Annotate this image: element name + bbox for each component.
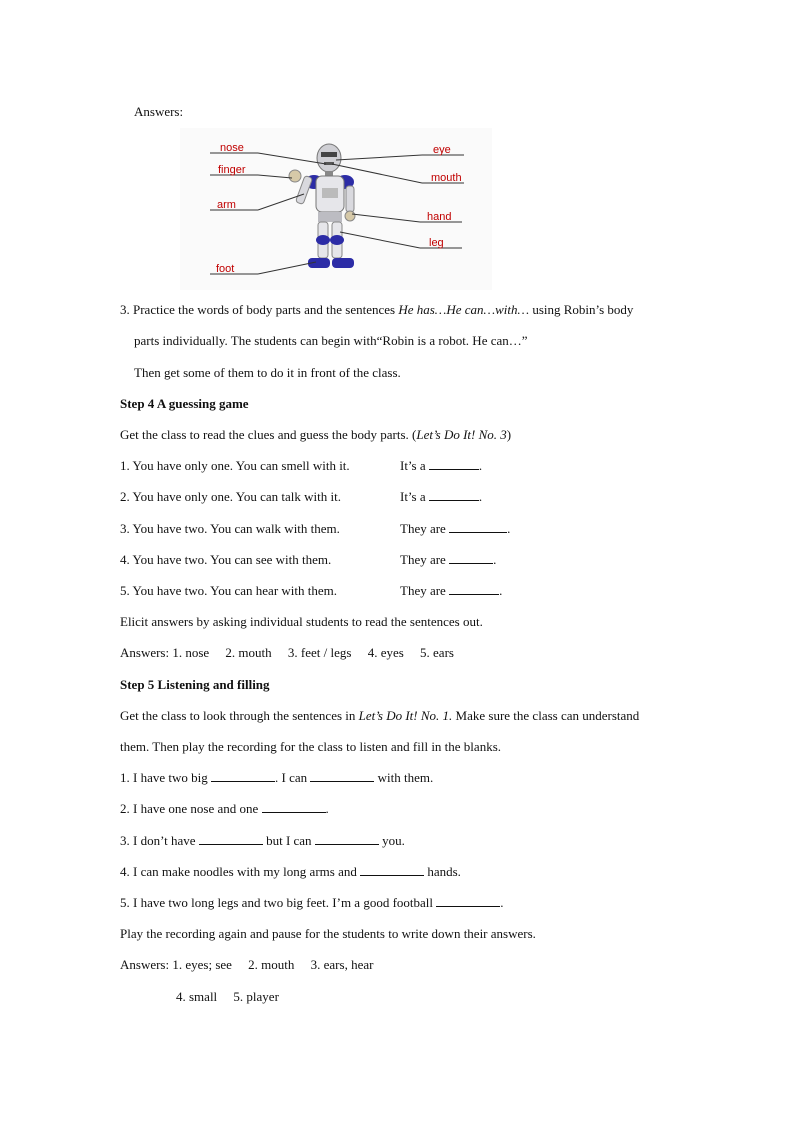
- clue-3-answer: They are .: [400, 521, 511, 536]
- step5-intro: Get the class to look through the sentences in Let’s Do It! No. 1. Make sure the class can understand: [120, 708, 640, 723]
- step5-play-again: Play the recording again and pause for the students to write down their answers.: [120, 926, 536, 941]
- step5-heading: Step 5 Listening and filling: [120, 677, 270, 692]
- clue-3: 3. You have two. You can walk with them.: [120, 521, 340, 536]
- answer-blank: [449, 521, 507, 533]
- clue-4-answer: They are .: [400, 552, 497, 567]
- answer-blank: [315, 833, 379, 845]
- clue-5-answer: They are .: [400, 583, 503, 598]
- fill-sentence-2: 2. I have one nose and one .: [120, 801, 329, 816]
- label-eye: eye: [433, 144, 451, 156]
- step4-elicit: Elicit answers by asking individual students to read the sentences out.: [120, 614, 483, 629]
- step5-answers-2: 4. small 5. player: [176, 989, 279, 1004]
- clue-4: 4. You have two. You can see with them.: [120, 552, 332, 567]
- label-finger: finger: [218, 164, 246, 176]
- robot-body-parts-figure: [180, 128, 492, 290]
- clue-5: 5. You have two. You can hear with them.: [120, 583, 338, 598]
- answer-blank: [429, 489, 479, 501]
- practice-line-3: Then get some of them to do it in front of the class.: [134, 365, 401, 380]
- answer-blank: [360, 864, 424, 876]
- answer-blank: [449, 552, 493, 564]
- label-leg: leg: [429, 237, 444, 249]
- fill-sentence-3: 3. I don’t have but I can you.: [120, 833, 405, 848]
- answer-blank: [262, 801, 326, 813]
- step4-heading: Step 4 A guessing game: [120, 396, 249, 411]
- step4-intro: Get the class to read the clues and guess the body parts. (Let’s Do It! No. 3): [120, 427, 512, 442]
- label-foot: foot: [216, 263, 235, 275]
- practice-line-2: parts individually. The students can begin with“Robin is a robot. He can…”: [134, 333, 528, 348]
- answer-blank: [199, 833, 263, 845]
- answer-blank: [211, 770, 275, 782]
- fill-sentence-4: 4. I can make noodles with my long arms and hands.: [120, 864, 461, 879]
- label-arm: arm: [217, 199, 236, 211]
- clue-1-answer: It’s a .: [400, 458, 483, 473]
- label-hand: hand: [427, 211, 452, 223]
- answer-blank: [449, 583, 499, 595]
- answer-blank: [310, 770, 374, 782]
- step5-answers-1: Answers: 1. eyes; see 2. mouth 3. ears, hear: [120, 957, 374, 972]
- clue-1: 1. You have only one. You can smell with it.: [120, 458, 350, 473]
- fill-sentence-1: 1. I have two big . I can with them.: [120, 770, 434, 785]
- clue-2-answer: It’s a .: [400, 489, 483, 504]
- fill-sentence-5: 5. I have two long legs and two big feet. I’m a good football .: [120, 895, 504, 910]
- practice-line-1: 3. Practice the words of body parts and the sentences He has…He can…with… using Robin’s body: [120, 302, 634, 317]
- label-nose: nose: [220, 142, 244, 154]
- clue-2: 2. You have only one. You can talk with it.: [120, 489, 341, 504]
- answer-blank: [429, 458, 479, 470]
- answers-heading: Answers:: [134, 104, 184, 119]
- step5-intro-line2: them. Then play the recording for the class to listen and fill in the blanks.: [120, 739, 501, 754]
- step4-answers: Answers: 1. nose 2. mouth 3. feet / legs 4. eyes 5. ears: [120, 645, 454, 660]
- label-mouth: mouth: [431, 172, 462, 184]
- answer-blank: [436, 895, 500, 907]
